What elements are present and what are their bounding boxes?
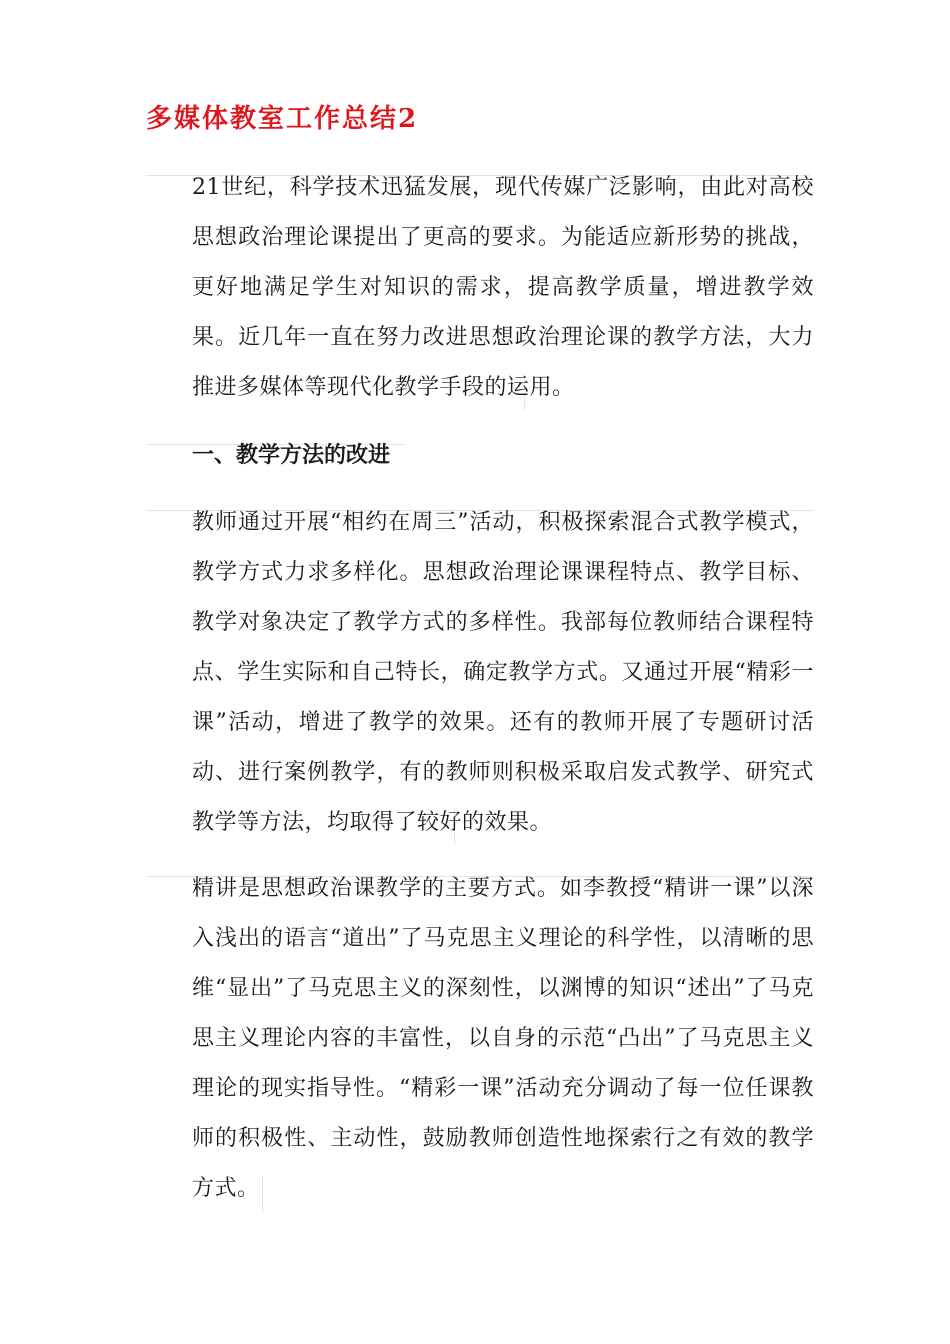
- paragraph-text: 教师通过开展“相约在周三”活动，积极探索混合式教学模式，教学方式力求多样化。思想政治理论课课程特点、教学目标、教学对象决定了教学方式的多样性。我部每位教师结合课程特点、学生实际和自己特长，确定教学方式。又通过开展“精彩一课”活动，增进了教学的效果。还有的教师开展了专题研讨活动、进行案例教学，有的教师则积极采取启发式教学、研究式教学等方法，均取得了较好的效果。: [192, 510, 814, 835]
- paragraph-methods: [146, 498, 814, 848]
- page-title: 多媒体教室工作总结2: [146, 104, 419, 134]
- paragraph-text: 精讲是思想政治课教学的主要方式。如李教授“精讲一课”以深入浅出的语言“道出”了马克思主义理论的科学性，以清晰的思维“显出”了马克思主义的深刻性，以渊博的知识“述出”了马克思主义理论内容的丰富性，以自身的示范“凸出”了马克思主义理论的现实指导性。“精彩一课”活动充分调动了每一位任课教师的积极性、主动性，鼓励教师创造性地探索行之有效的教学方式。: [192, 876, 814, 1201]
- paragraph-lecture: [146, 864, 814, 1214]
- paragraph-text: 21世纪，科学技术迅猛发展，现代传媒广泛影响，由此对高校思想政治理论课提出了更高的要求。为能适应新形势的挑战，更好地满足学生对知识的需求，提高教学质量，增进教学效果。近几年一直在努力改进思想政治理论课的教学方法，大力推进多媒体等现代化教学手段的运用。: [192, 175, 814, 400]
- section-heading: 一、教学方法的改进: [192, 442, 391, 468]
- paragraph-intro: [146, 163, 814, 413]
